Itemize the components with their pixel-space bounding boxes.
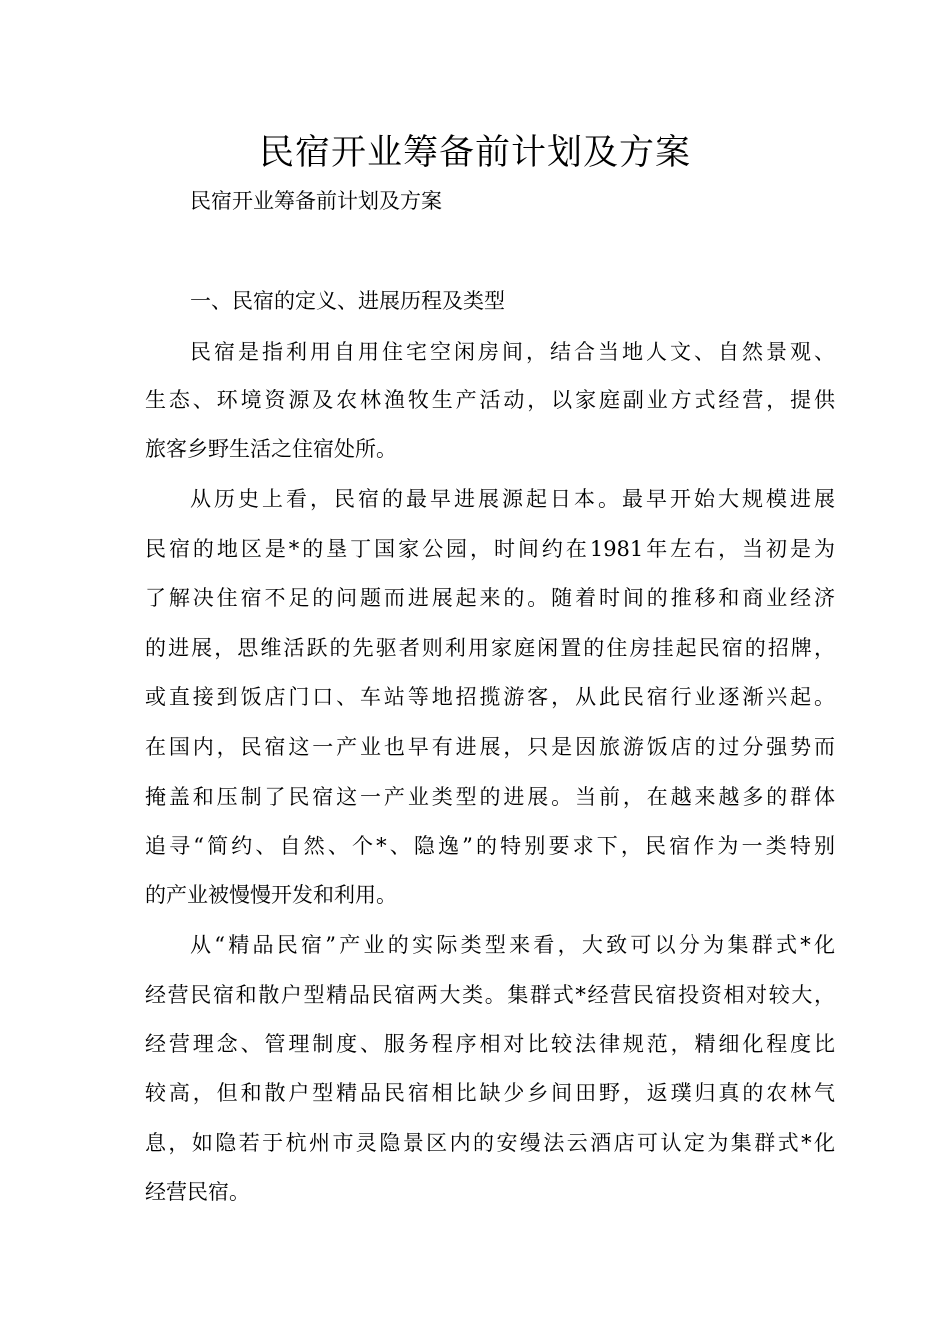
paragraph-2-line-6: 在国内，民宿这一产业也早有进展，只是因旅游饭店的过分强势而 <box>145 735 835 759</box>
paragraph-3-line-1: 从“精品民宿”产业的实际类型来看，大致可以分为集群式*化 <box>190 933 835 957</box>
paragraph-2-line-4: 的进展，思维活跃的先驱者则利用家庭闲置的住房挂起民宿的招牌， <box>145 636 835 660</box>
paragraph-2-line-3: 了解决住宿不足的问题而进展起来的。随着时间的推移和商业经济 <box>145 586 835 610</box>
paragraph-2-line-2: 民宿的地区是*的垦丁国家公园，时间约在1981年左右，当初是为 <box>145 537 835 561</box>
paragraph-3-line-6: 经营民宿。 <box>145 1180 250 1204</box>
paragraph-1-line-1: 民宿是指利用自用住宅空闲房间，结合当地人文、自然景观、 <box>190 340 835 364</box>
document-title: 民宿开业筹备前计划及方案 <box>258 133 691 173</box>
paragraph-2-line-9: 的产业被慢慢开发和利用。 <box>145 883 397 907</box>
paragraph-2-line-5: 或直接到饭店门口、车站等地招揽游客，从此民宿行业逐渐兴起。 <box>145 685 835 709</box>
paragraph-2-line-7: 掩盖和压制了民宿这一产业类型的进展。当前，在越来越多的群体 <box>145 785 835 809</box>
paragraph-3-line-2: 经营民宿和散户型精品民宿两大类。集群式*经营民宿投资相对较大， <box>145 983 835 1007</box>
document-subtitle: 民宿开业筹备前计划及方案 <box>190 189 442 213</box>
paragraph-3-line-3: 经营理念、管理制度、服务程序相对比较法律规范，精细化程度比 <box>145 1032 835 1056</box>
paragraph-1-line-3: 旅客乡野生活之住宿处所。 <box>145 437 397 461</box>
paragraph-3-line-4: 较高，但和散户型精品民宿相比缺少乡间田野，返璞归真的农林气 <box>145 1081 835 1105</box>
paragraph-2-line-1: 从历史上看，民宿的最早进展源起日本。最早开始大规模进展 <box>190 487 835 511</box>
paragraph-1-line-2: 生态、环境资源及农林渔牧生产活动，以家庭副业方式经营，提供 <box>145 388 835 412</box>
paragraph-3-line-5: 息，如隐若于杭州市灵隐景区内的安缦法云酒店可认定为集群式*化 <box>145 1131 835 1155</box>
paragraph-2-line-8: 追寻“简约、自然、个*、隐逸”的特别要求下，民宿作为一类特别 <box>145 834 835 858</box>
section-heading: 一、民宿的定义、进展历程及类型 <box>190 289 505 313</box>
